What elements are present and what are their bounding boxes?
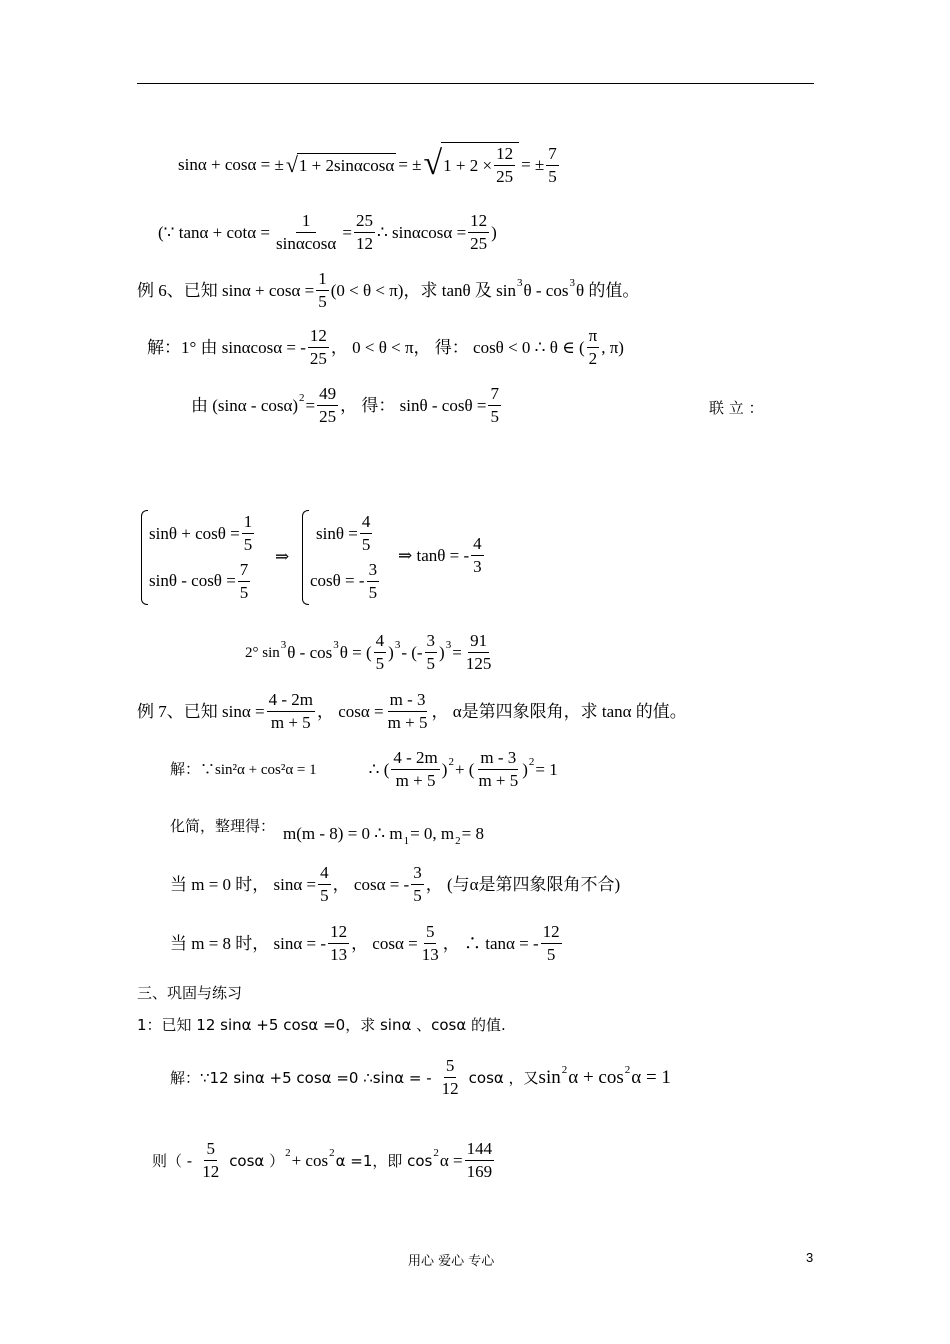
- exponent: 2: [624, 1063, 631, 1076]
- radical: √ 1 + 2sinαcosα: [285, 152, 395, 177]
- text: 2° sin: [245, 644, 280, 661]
- fraction: $\frac{4 - 2m}{m + 5}$: [268, 690, 313, 732]
- text: 解：∵sin²α + cos²α = 1: [170, 761, 317, 778]
- text: α =1，即 cos: [335, 1151, 433, 1170]
- text: = ±: [521, 155, 545, 174]
- text: ， 0 < θ < π， 得： cosθ < 0 ∴ θ ∈ (: [330, 337, 585, 357]
- text: - (-: [401, 642, 423, 662]
- text: sinθ + cosθ =: [149, 523, 240, 543]
- solution-7-step-1: [170, 747, 558, 792]
- exponent: 3: [394, 638, 401, 651]
- brace: [141, 510, 148, 605]
- section-heading-3: 三、巩固与练习: [137, 984, 243, 1002]
- text: sin: [538, 1066, 561, 1088]
- fraction: $\frac{4}{5}$: [320, 863, 329, 905]
- text: ， α是第四象限角，求 tanα 的值。: [431, 701, 687, 721]
- text: , π): [601, 337, 624, 357]
- radicand: 1 + 2sinαcosα: [297, 153, 396, 177]
- solution-7-step-2: [170, 810, 484, 847]
- fraction: $\frac{12}{25}$: [309, 326, 327, 368]
- formula-line-1: [178, 142, 561, 188]
- text: + (: [454, 759, 475, 779]
- text: m(m - 8) = 0 ∴ m: [283, 824, 403, 843]
- text: 化简，整理得：: [170, 819, 276, 835]
- footer-motto: 用心 爱心 专心: [408, 1254, 495, 1269]
- exponent: 3: [516, 276, 523, 289]
- exponent: 2: [285, 1146, 291, 1159]
- text: 解：1° 由 sinαcosα = -: [147, 337, 306, 357]
- fraction: $\frac{7}{5}$: [239, 559, 249, 602]
- header-rule: [137, 83, 814, 84]
- solution-6-step-2: [245, 630, 495, 675]
- text: ， 得： sinθ - cosθ =: [340, 395, 487, 415]
- exercise-1: 1：已知 12 sinα +5 cosα =0，求 sinα 、cosα 的值.: [137, 1016, 506, 1034]
- subscript: 1: [403, 835, 410, 847]
- tan-result: [398, 533, 486, 578]
- text: 则（ -: [152, 1151, 193, 1170]
- fraction: $\frac{3}{5}$: [426, 631, 436, 673]
- text: cosα ）: [229, 1151, 285, 1170]
- exercise-1-step-2: [152, 1138, 496, 1183]
- equation-system-2: [302, 510, 381, 605]
- text: θ = (: [339, 642, 372, 662]
- text: =: [342, 222, 352, 242]
- text: θ 的值。: [575, 280, 640, 300]
- exponent: 2: [528, 755, 535, 768]
- text: ， (与α是第四象限角不合): [425, 874, 621, 894]
- exponent: 3: [445, 638, 452, 651]
- text: sinθ =: [316, 523, 358, 543]
- text: cosα ，又: [468, 1068, 539, 1087]
- solution-7-step-4: [170, 921, 564, 966]
- exercise-1-step-1: [170, 1055, 671, 1100]
- text: sinα + cosα = ±: [178, 155, 284, 174]
- text: = ±: [398, 155, 422, 174]
- text: θ - cos: [523, 280, 569, 300]
- text: =: [305, 395, 316, 415]
- fraction: $\frac{\pi}{2}$: [588, 326, 598, 368]
- fraction: $\frac{144}{169}$: [466, 1139, 493, 1181]
- radicand: 1 + 2 ×: [443, 155, 493, 175]
- fraction: $\frac{4}{5}$: [361, 512, 371, 555]
- text: ∴ sinαcosα =: [376, 222, 467, 242]
- exponent: 2: [448, 755, 454, 768]
- fraction: $\frac{5}{13}$: [421, 922, 439, 964]
- exponent: 2: [433, 1146, 439, 1159]
- text: ): [441, 759, 448, 779]
- exponent: 3: [333, 638, 339, 651]
- text: cosθ = -: [310, 571, 365, 591]
- fraction: $\frac{12}{25}$: [496, 144, 514, 186]
- exponent: 2: [561, 1063, 568, 1076]
- fraction: $\frac{49}{25}$: [319, 384, 337, 426]
- text: 例 7、已知 sinα =: [137, 701, 265, 721]
- text: = 1: [535, 759, 558, 779]
- fraction: $\frac{7}{5}$: [490, 384, 499, 426]
- text: ): [388, 642, 394, 662]
- text: (0 < θ < π)，求 tanθ 及 sin: [330, 280, 516, 300]
- text: ， cosα =: [351, 933, 418, 953]
- example-6: [137, 268, 639, 313]
- page-number: 3: [806, 1250, 814, 1265]
- fraction: $\frac{m - 3}{m + 5}$: [478, 748, 519, 790]
- text: =: [452, 642, 462, 662]
- exponent: 3: [280, 638, 287, 651]
- text: + cos: [291, 1150, 329, 1170]
- example-7: [137, 689, 687, 734]
- text: ， ∴ tanα = -: [442, 933, 539, 953]
- fraction: $\frac{1}{5}$: [243, 512, 253, 555]
- radical: √ 1 + 2 × $\frac{12}{25}$: [423, 142, 519, 188]
- subscript: 2: [455, 835, 461, 847]
- text: 当 m = 0 时， sinα =: [170, 874, 317, 894]
- fraction: $\frac{25}{12}$: [355, 211, 373, 253]
- fraction: $\frac{1}{\sin\alpha\cos\alpha}$: [276, 211, 337, 253]
- text: ⇒ tanθ = -: [398, 545, 470, 565]
- text: ): [439, 642, 445, 662]
- equation-system-1: [141, 510, 256, 605]
- text: ， cosα =: [316, 701, 384, 721]
- fraction: $\frac{4}{5}$: [375, 631, 385, 673]
- fraction: $\frac{3}{5}$: [413, 863, 422, 905]
- fraction: $\frac{5}{12}$: [441, 1056, 459, 1098]
- fraction: $\frac{4 - 2m}{m + 5}$: [393, 748, 438, 790]
- text: 由 (sinα - cosα): [191, 395, 299, 415]
- text: = 0, m: [410, 824, 455, 843]
- exponent: 2: [329, 1146, 335, 1159]
- text: ∴ (: [368, 759, 390, 779]
- text: α + cos: [568, 1066, 624, 1088]
- text: (∵ tanα + cotα =: [158, 222, 271, 242]
- fraction: $\frac{m - 3}{m + 5}$: [387, 690, 428, 732]
- exponent: 3: [569, 276, 575, 289]
- exponent: 2: [299, 391, 305, 404]
- text: θ - cos: [287, 642, 333, 662]
- text: ): [491, 222, 497, 242]
- fraction: $\frac{5}{12}$: [202, 1139, 220, 1181]
- brace: [302, 510, 309, 605]
- text: sinθ - cosθ =: [149, 571, 236, 591]
- fraction: $\frac{12}{25}$: [470, 211, 488, 253]
- fraction: $\frac{12}{13}$: [330, 922, 348, 964]
- solution-7-step-3: [170, 862, 620, 907]
- formula-line-2: [158, 210, 497, 255]
- text: ， cosα = -: [332, 874, 410, 894]
- implies-arrow: ⇒: [275, 547, 290, 566]
- text: α = 1: [631, 1066, 671, 1088]
- solution-6-step-1: [147, 325, 624, 370]
- solution-6-step-1b: [191, 383, 503, 428]
- fraction: $\frac{1}{5}$: [318, 269, 327, 311]
- text: ): [522, 759, 528, 779]
- text: α =: [439, 1150, 463, 1170]
- text: = 8: [461, 824, 484, 843]
- fraction: $\frac{4}{3}$: [473, 534, 482, 576]
- fraction: $\frac{3}{5}$: [368, 559, 378, 602]
- lianli-label: 联 立 ：: [709, 399, 764, 417]
- fraction: $\frac{7}{5}$: [548, 143, 557, 186]
- text: 解：∵12 sinα +5 cosα =0 ∴sinα = -: [170, 1068, 432, 1087]
- fraction: $\frac{12}{5}$: [542, 922, 560, 964]
- text: 例 6、已知 sinα + cosα =: [137, 280, 315, 300]
- fraction: $\frac{91}{125}$: [465, 631, 492, 673]
- text: 当 m = 8 时， sinα = -: [170, 933, 327, 953]
